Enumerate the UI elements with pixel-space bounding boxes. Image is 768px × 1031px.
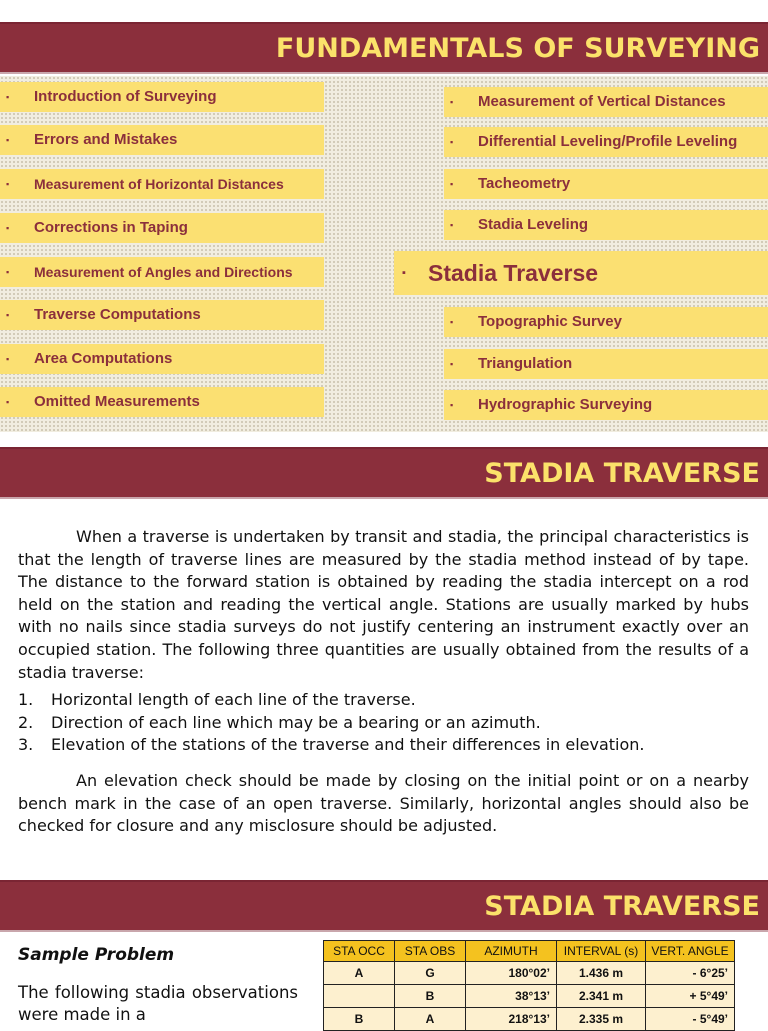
toc-item-triangulation[interactable] <box>444 349 768 379</box>
toc-item-horizontal-distances[interactable] <box>0 169 324 199</box>
table-cell <box>324 985 395 1008</box>
table-cell: B <box>395 985 466 1008</box>
bullet-icon: ▪ <box>450 97 454 107</box>
bullet-icon: ▪ <box>6 223 10 233</box>
toc-item-vertical-distances[interactable] <box>444 87 768 117</box>
toc-label: Measurement of Horizontal Distances <box>34 176 284 192</box>
column-header: AZIMUTH <box>466 941 557 962</box>
table-cell: - 5°49’ <box>646 1008 735 1031</box>
toc-label: Topographic Survey <box>478 313 622 330</box>
table-cell: - 6°25’ <box>646 962 735 985</box>
list-text: Elevation of the stations of the traverse and their differences in elevation. <box>51 735 645 754</box>
bullet-icon: ▪ <box>6 92 10 102</box>
list-item <box>18 689 749 712</box>
toc-item-corrections-taping[interactable] <box>0 213 324 243</box>
table-row <box>324 962 735 985</box>
toc-item-stadia-traverse-current[interactable] <box>394 251 768 295</box>
toc-item-stadia-leveling[interactable] <box>444 210 768 240</box>
bullet-icon: ▪ <box>402 267 406 279</box>
check-paragraph: An elevation check should be made by closing on the initial point or on a nearby bench mark in the case of an open traverse. Similarly, horizontal angles should also be checked for closure and any misclosure should be adjusted. <box>18 771 749 836</box>
section-banner-stadia-traverse <box>0 447 768 499</box>
bullet-icon: ▪ <box>6 135 10 145</box>
table-cell: B <box>324 1008 395 1031</box>
toc-item-traverse-computations[interactable] <box>0 300 324 330</box>
list-number: 1. <box>18 690 34 709</box>
quantities-list <box>18 689 749 757</box>
column-header: STA OCC <box>324 941 395 962</box>
toc-item-omitted-measurements[interactable] <box>0 387 324 417</box>
bullet-icon: ▪ <box>450 317 454 327</box>
table-cell: 1.436 m <box>557 962 646 985</box>
toc-item-introduction[interactable] <box>0 82 324 112</box>
toc-label: Introduction of Surveying <box>34 88 217 105</box>
section-title: STADIA TRAVERSE <box>484 891 760 922</box>
table-cell: 218°13’ <box>466 1008 557 1031</box>
list-text: Direction of each line which may be a bearing or an azimuth. <box>51 712 541 732</box>
list-text: Horizontal length of each line of the traverse. <box>51 690 416 709</box>
bullet-icon: ▪ <box>6 354 10 364</box>
sample-problem-text: The following stadia observations were made in a <box>18 983 298 1024</box>
toc-label: Omitted Measurements <box>34 393 200 410</box>
bullet-icon: ▪ <box>450 137 454 147</box>
table-cell: 38°13’ <box>466 985 557 1008</box>
bullet-icon: ▪ <box>6 179 10 189</box>
column-header: INTERVAL (s) <box>557 941 646 962</box>
list-item <box>18 734 749 757</box>
toc-label: Traverse Computations <box>34 306 201 323</box>
bullet-icon: ▪ <box>6 267 10 277</box>
section-title: STADIA TRAVERSE <box>484 458 760 489</box>
toc-item-tacheometry[interactable] <box>444 169 768 199</box>
table-row <box>324 1008 735 1031</box>
toc-item-errors[interactable] <box>0 125 324 155</box>
toc-item-area-computations[interactable] <box>0 344 324 374</box>
toc-label: Hydrographic Surveying <box>478 396 653 413</box>
toc-label: Errors and Mistakes <box>34 131 178 148</box>
toc-label: Measurement of Angles and Directions <box>34 264 293 280</box>
bullet-icon: ▪ <box>450 400 454 410</box>
table-row <box>324 985 735 1008</box>
toc-label: Area Computations <box>34 350 173 367</box>
header-banner <box>0 22 768 74</box>
column-header: VERT. ANGLE <box>646 941 735 962</box>
bullet-icon: ▪ <box>450 179 454 189</box>
bullet-icon: ▪ <box>450 359 454 369</box>
table-cell: G <box>395 962 466 985</box>
toc-label: Tacheometry <box>478 175 571 192</box>
table-cell: + 5°49’ <box>646 985 735 1008</box>
toc-label: Measurement of Vertical Distances <box>478 93 726 110</box>
column-header: STA OBS <box>395 941 466 962</box>
bullet-icon: ▪ <box>6 397 10 407</box>
table-cell: A <box>395 1008 466 1031</box>
toc-item-angles-directions[interactable] <box>0 257 324 287</box>
bullet-icon: ▪ <box>450 220 454 230</box>
table-cell: 2.335 m <box>557 1008 646 1031</box>
toc-label: Stadia Leveling <box>478 216 589 233</box>
list-number: 3. <box>18 735 34 754</box>
list-item <box>18 712 749 735</box>
toc-label: Differential Leveling/Profile Leveling <box>478 133 738 150</box>
toc-label: Corrections in Taping <box>34 219 188 236</box>
table-cell: 180°02’ <box>466 962 557 985</box>
toc-item-hydrographic-surveying[interactable] <box>444 390 768 420</box>
toc-label: Stadia Traverse <box>428 260 599 286</box>
page-title: FUNDAMENTALS OF SURVEYING <box>275 33 760 64</box>
toc-item-differential-leveling[interactable] <box>444 127 768 157</box>
table-header-row <box>324 941 735 962</box>
toc-item-topographic-survey[interactable] <box>444 307 768 337</box>
bullet-icon: ▪ <box>6 310 10 320</box>
section-banner-stadia-traverse-2 <box>0 880 768 932</box>
table-cell: A <box>324 962 395 985</box>
stadia-observations-table <box>323 940 735 1031</box>
topics-menu <box>0 76 768 432</box>
table-cell: 2.341 m <box>557 985 646 1008</box>
intro-paragraph: When a traverse is undertaken by transit and stadia, the principal characteristics is that the length of traverse lines are measured by the stadia method instead of by tape. The distance to the forward station is obtained by reading the stadia intercept on a rod held on the station and reading the vertical angle. Stations are usually marked by hubs with no nails since stadia surveys do not justify centering an instrument exactly over an occupied station. The following three quantities are usually obtained from the results of a stadia traverse: <box>18 527 749 682</box>
list-number: 2. <box>18 712 34 732</box>
sample-problem-heading: Sample Problem <box>18 945 175 965</box>
toc-label: Triangulation <box>478 355 573 372</box>
